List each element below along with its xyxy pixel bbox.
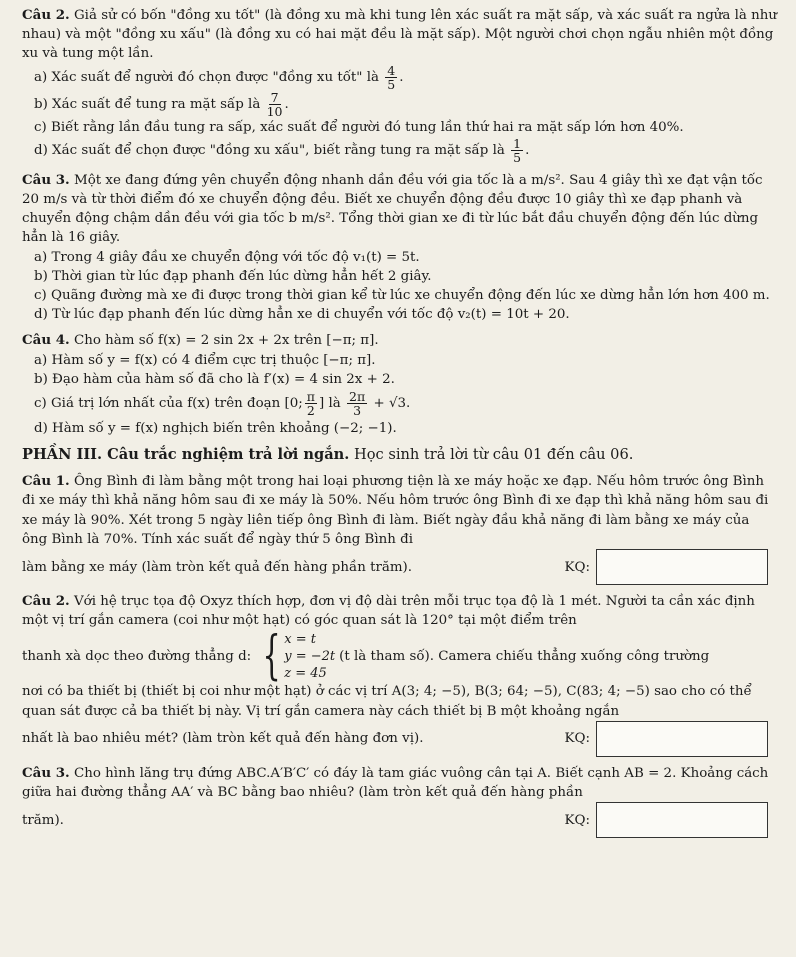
question-3-stem: Câu 3. Một xe đang đứng yên chuyển động nhanh dần đều với gia tốc là a m/s². Sau 4 giây thì xe đạt vận tốc 20 m/s và từ thời điểm đó xe chuyển động đều. Biết xe chuyển động đều được 10 giây thì xe đạp phanh và chuyển động chậm dần đều với gia tốc b m/s². Tổng thời gian xe đi từ lúc bắt đầu chuyển động đến lúc dừng hẳn là 16 giây. — [22, 171, 763, 246]
fraction: $\frac{7}{10}$ — [266, 89, 283, 119]
option-c[interactable]: c) Quãng đường mà xe đi được trong thời gian kể từ lúc xe chuyển động đến lúc xe dừng hẳn lớn hơn 400 m. — [34, 288, 770, 304]
fraction: $\frac{1}{5}$ — [513, 135, 522, 165]
short-question-1-block — [22, 472, 778, 585]
option-d[interactable]: d) Hàm số y = f(x) nghịch biến trên khoảng (−2; −1). — [34, 421, 397, 437]
equation-system: { x = t y = −2t z = 45 — [262, 626, 336, 687]
fraction: $\frac{4}{5}$ — [387, 62, 396, 92]
option-c[interactable]: c) Giá trị lớn nhất của f(x) trên đoạn [0; $\frac{\pi}{2}$ ] là $\frac{2\pi}{3}$ + √3. — [34, 389, 411, 419]
short-question-2-block: Câu 2. Với hệ trục tọa độ Oxyz thích hợp, đơn vị độ dài trên mỗi trục tọa độ là 1 mét. Người ta cần xác định một vị trí gắn camera (coi như một hạt) có góc quan sát là 120° tại một điểm trên thanh xà dọc theo đường thẳng d: { x = t y = −2t z = 45 (t là tham số). Camera chiếu thẳng xuống công trường nơi có ba thiết bị (thiết bị coi như một hạt) ở các vị trí A(3; 4; −5), B(3; 64; −5), C(83; 4; −5) sao cho có thể quan sát được cả ba thiết bị này. Vị trí gắn camera này cách thiết bị B một khoảng ngắn nhất là bao nhiêu mét? (làm tròn kết quả đến hàng đơn vị). KQ: — [22, 592, 778, 757]
answer-box[interactable] — [596, 721, 768, 757]
short-question-3-stem: Câu 3. Cho hình lăng trụ đứng ABC.A′B′C′ có đáy là tam giác vuông cân tại A. Biết cạnh AB = 2. Khoảng cách giữa hai đường thẳng AA′ và BC bằng bao nhiêu? (làm tròn kết quả đến hàng phần — [22, 764, 769, 801]
option-b[interactable]: b) Đạo hàm của hàm số đã cho là f′(x) = 4 sin 2x + 2. — [34, 371, 395, 387]
answer-slot — [565, 802, 769, 838]
kq-label: KQ: — [564, 812, 590, 828]
answer-slot — [565, 549, 769, 585]
option-d[interactable]: d) Xác suất để chọn được "đồng xu xấu", biết rằng tung ra mặt sấp là $\frac{1}{5}$ . — [34, 135, 530, 165]
question-2-stem: Câu 2. Giả sử có bốn "đồng xu tốt" (là đồng xu mà khi tung lên xác suất ra mặt sấp, và xác suất ra ngửa là như nhau) và một "đồng xu xấu" (là đồng xu có hai mặt đều là mặt sấp). Một người chơi chọn ngẫu nhiên một đồng xu và tung một lần. — [22, 7, 778, 62]
option-a[interactable]: a) Xác suất để người đó chọn được "đồng xu tốt" là $\frac{4}{5}$ . — [34, 62, 404, 92]
fraction: $\frac{\pi}{2}$ — [306, 389, 315, 419]
kq-label: KQ: — [564, 731, 590, 747]
question-label: Câu 4. — [22, 332, 70, 349]
question-2-block — [22, 6, 778, 164]
option-b[interactable]: b) Thời gian từ lúc đạp phanh đến lúc dừng hẳn hết 2 giây. — [34, 268, 432, 284]
answer-row: làm bằng xe máy (làm tròn kết quả đến hàng phần trăm). KQ: — [22, 549, 778, 585]
question-label: Câu 2. — [22, 7, 70, 23]
question-4-stem: Câu 4. Cho hàm số f(x) = 2 sin 2x + 2x trên [−π; π]. — [22, 332, 379, 349]
kq-label: KQ: — [564, 559, 590, 575]
short-question-2-stem: Câu 2. Với hệ trục tọa độ Oxyz thích hợp, đơn vị độ dài trên mỗi trục tọa độ là 1 mét. Người ta cần xác định một vị trí gắn camera (coi như một hạt) có góc quan sát là 120° tại một điểm trên — [22, 593, 755, 629]
short-question-3-block — [22, 764, 778, 838]
answer-slot — [565, 721, 769, 757]
option-a[interactable]: a) Hàm số y = f(x) có 4 điểm cực trị thuộc [−π; π]. — [34, 352, 376, 368]
question-3-block — [22, 171, 778, 325]
answer-row: trăm). KQ: — [22, 802, 778, 838]
fraction: $\frac{2\pi}{3}$ — [349, 389, 366, 419]
option-a[interactable]: a) Trong 4 giây đầu xe chuyển động với tốc độ v₁(t) = 5t. — [34, 249, 420, 265]
option-d[interactable]: d) Từ lúc đạp phanh đến lúc dừng hẳn xe di chuyển với tốc độ v₂(t) = 10t + 20. — [34, 307, 570, 323]
brace-icon: { — [262, 626, 281, 687]
question-4-block — [22, 331, 778, 438]
short-question-1-stem: Câu 1. Ông Bình đi làm bằng một trong hai loại phương tiện là xe máy hoặc xe đạp. Nếu hôm trước ông Bình đi xe máy thì khả năng hôm sau đi xe máy là 50%. Nếu hôm trước ông Bình đi xe đạp thì khả năng hôm sau đi xe máy là 90%. Xét trong 5 ngày liên tiếp ông Bình đi làm. Biết ngày đầu khả năng đi làm bằng xe máy của ông Bình là 70%. Tính xác suất để ngày thứ 5 ông Bình đi — [22, 473, 769, 547]
answer-box[interactable] — [596, 802, 768, 838]
answer-box[interactable] — [596, 549, 768, 585]
section-heading: PHẦN III. Câu trắc nghiệm trả lời ngắn. Học sinh trả lời từ câu 01 đến câu 06. — [22, 446, 634, 464]
question-label: Câu 2. — [22, 593, 70, 610]
answer-row: nhất là bao nhiêu mét? (làm tròn kết quả đến hàng đơn vị). KQ: — [22, 721, 778, 757]
question-label: Câu 1. — [22, 473, 70, 490]
question-label: Câu 3. — [22, 764, 70, 781]
option-b[interactable]: b) Xác suất để tung ra mặt sấp là $\frac{7}{10}$ . — [34, 89, 289, 119]
option-c[interactable]: c) Biết rằng lần đầu tung ra sấp, xác suất để người đó tung lần thứ hai ra mặt sấp lớn hơn 40%. — [34, 119, 684, 135]
line-equation: thanh xà dọc theo đường thẳng d: { x = t y = −2t z = 45 (t là tham số). Camera chiếu thẳng xuống công trường — [22, 626, 710, 687]
question-label: Câu 3. — [22, 171, 70, 188]
